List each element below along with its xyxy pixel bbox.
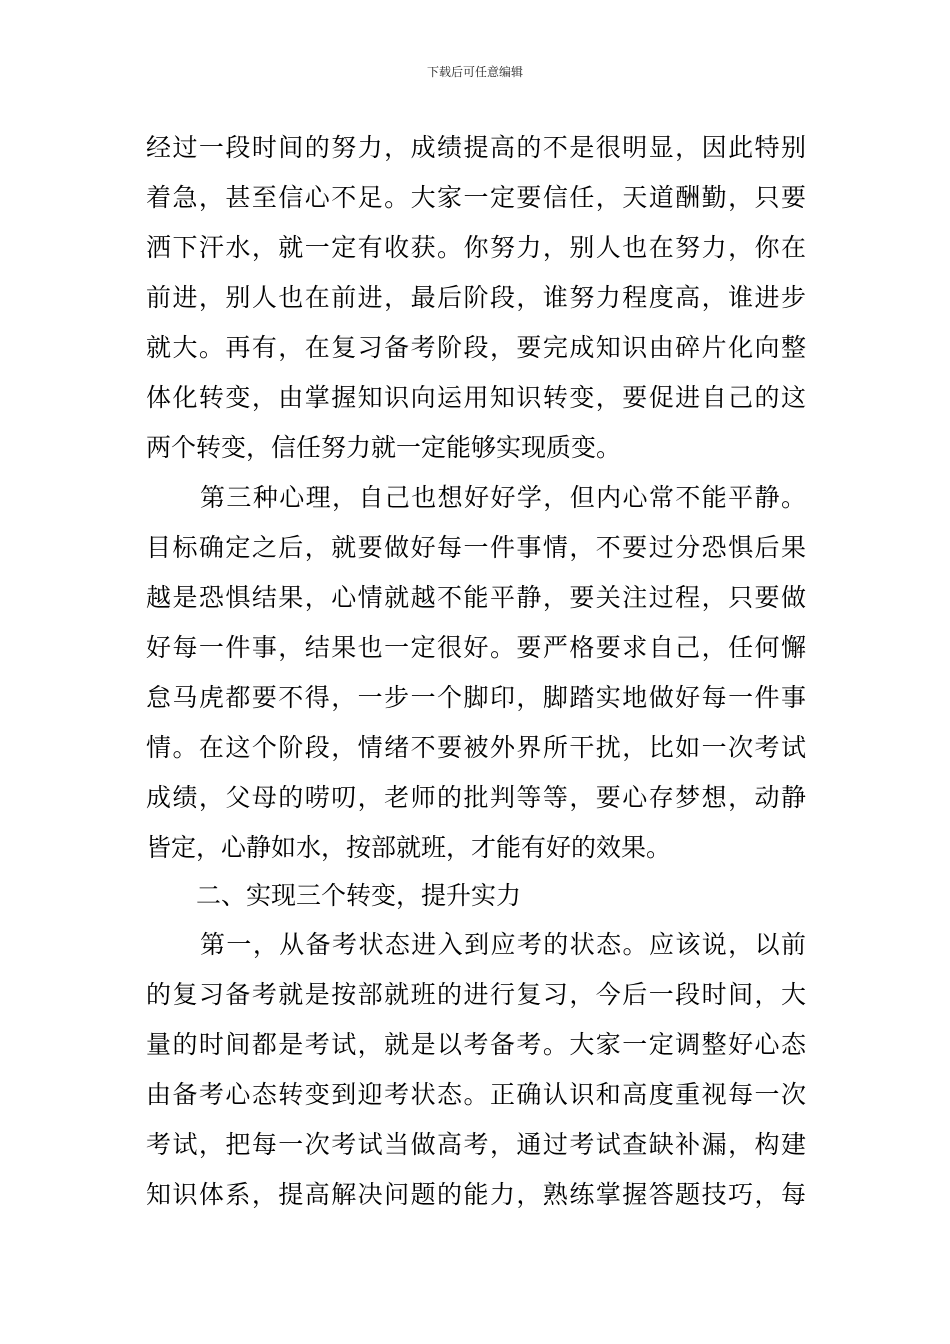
body-line: 由备考心态转变到迎考状态。正确认识和高度重视每一次	[146, 1080, 806, 1109]
section-heading: 二、实现三个转变，提升实力	[196, 881, 522, 910]
paragraph-first-line: 第三种心理，自己也想好好学，但内心常不能平静。	[200, 483, 806, 512]
body-line: 好每一件事，结果也一定很好。要严格要求自己，任何懈	[146, 633, 806, 662]
body-line: 两个转变，信任努力就一定能够实现质变。	[146, 433, 622, 462]
paragraph-first-line: 第一，从备考状态进入到应考的状态。应该说，以前	[200, 930, 806, 959]
body-line: 体化转变，由掌握知识向运用知识转变，要促进自己的这	[146, 383, 806, 412]
page-header: 下载后可任意编辑	[426, 65, 523, 79]
body-line: 就大。再有，在复习备考阶段，要完成知识由碎片化向整	[146, 333, 806, 362]
body-line: 越是恐惧结果，心情就越不能平静，要关注过程，只要做	[146, 583, 806, 612]
body-line: 情。在这个阶段，情绪不要被外界所干扰，比如一次考试	[146, 733, 806, 762]
body-line: 皆定，心静如水，按部就班，才能有好的效果。	[146, 833, 672, 862]
body-line: 知识体系，提高解决问题的能力，熟练掌握答题技巧，每	[146, 1180, 806, 1209]
body-line: 成绩，父母的唠叨，老师的批判等等，要心存梦想，动静	[146, 783, 806, 812]
body-line: 怠马虎都要不得，一步一个脚印，脚踏实地做好每一件事	[146, 683, 806, 712]
body-line: 考试，把每一次考试当做高考，通过考试查缺补漏，构建	[146, 1130, 806, 1159]
body-line: 目标确定之后，就要做好每一件事情，不要过分恐惧后果	[146, 533, 806, 562]
body-line: 洒下汗水，就一定有收获。你努力，别人也在努力，你在	[146, 233, 806, 262]
body-line: 量的时间都是考试，就是以考备考。大家一定调整好心态	[146, 1030, 806, 1059]
body-line: 经过一段时间的努力，成绩提高的不是很明显，因此特别	[146, 133, 806, 162]
body-line: 的复习备考就是按部就班的进行复习，今后一段时间，大	[146, 980, 806, 1009]
body-line: 着急，甚至信心不足。大家一定要信任，天道酬勤，只要	[146, 183, 806, 212]
body-line: 前进，别人也在前进，最后阶段，谁努力程度高，谁进步	[146, 283, 806, 312]
